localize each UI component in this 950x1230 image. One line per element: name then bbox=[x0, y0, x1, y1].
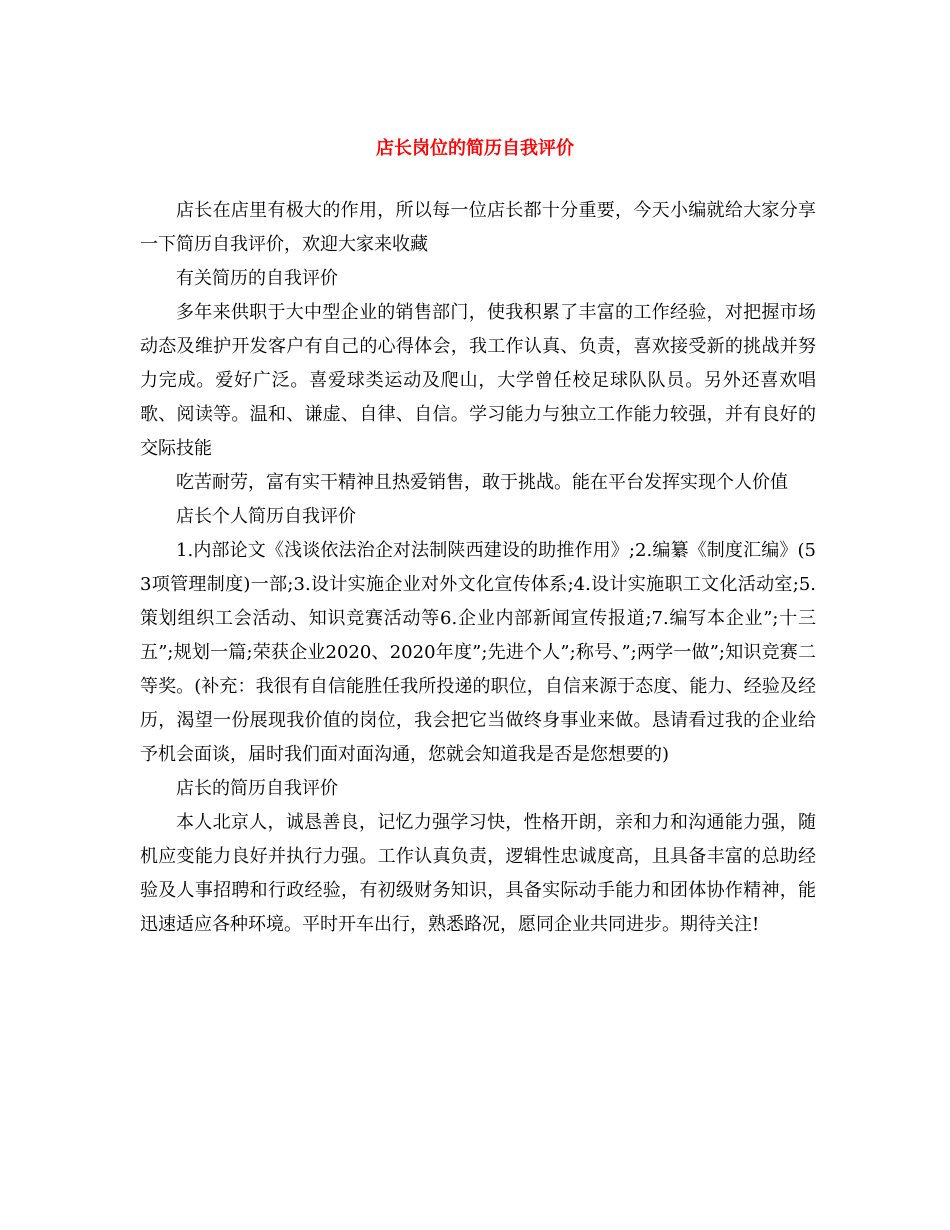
body-paragraph: 多年来供职于大中型企业的销售部门，使我积累了丰富的工作经验，对把握市场动态及维护开发客户有自己的心得体会，我工作认真、负责，喜欢接受新的挑战并努力完成。爱好广泛。喜爱球类运动及爬山，大学曾任校足球队队员。另外还喜欢唱歌、阅读等。温和、谦虚、自律、自信。学习能力与独立工作能力较强，并有良好的交际技能 bbox=[140, 302, 816, 459]
section-heading: 店长的简历自我评价 bbox=[176, 778, 338, 799]
section-heading: 有关简历的自我评价 bbox=[176, 268, 338, 289]
body-paragraph: 本人北京人，诚恳善良，记忆力强学习快，性格开朗，亲和力和沟通能力强，随机应变能力良好并执行力强。工作认真负责，逻辑性忠诚度高，且具备丰富的总助经验及人事招聘和行政经验，有初级财务知识，具备实际动手能力和团体协作精神，能迅速适应各种环境。平时开车出行，熟悉路况，愿同企业共同进步。期待关注! bbox=[140, 812, 816, 935]
section-heading: 店长个人简历自我评价 bbox=[176, 506, 356, 527]
body-paragraph: 吃苦耐劳，富有实干精神且热爱销售，敢于挑战。能在平台发挥实现个人价值 bbox=[176, 472, 788, 493]
intro-paragraph: 店长在店里有极大的作用，所以每一位店长都十分重要，今天小编就给大家分享一下简历自我评价，欢迎大家来收藏 bbox=[140, 200, 816, 255]
page-title: 店长岗位的简历自我评价 bbox=[376, 138, 574, 159]
body-paragraph: 1.内部论文《浅谈依法治企对法制陕西建设的助推作用》;2.编纂《制度汇编》(53项管理制度)一部;3.设计实施企业对外文化宣传体系;4.设计实施职工文化活动室;5.策划组织工会活动、知识竞赛活动等6.企业内部新闻宣传报道;7.编写本企业”;十三五”;规划一篇;荣获企业2020、2020年度”;先进个人”;称号、”;两学一做”;知识竞赛二等奖。(补充：我很有自信能胜任我所投递的职位，自信来源于态度、能力、经验及经历，渴望一份展现我价值的岗位，我会把它当做终身事业来做。恳请看过我的企业给予机会面谈，届时我们面对面沟通，您就会知道我是否是您想要的) bbox=[140, 540, 816, 765]
document-body bbox=[140, 194, 816, 942]
